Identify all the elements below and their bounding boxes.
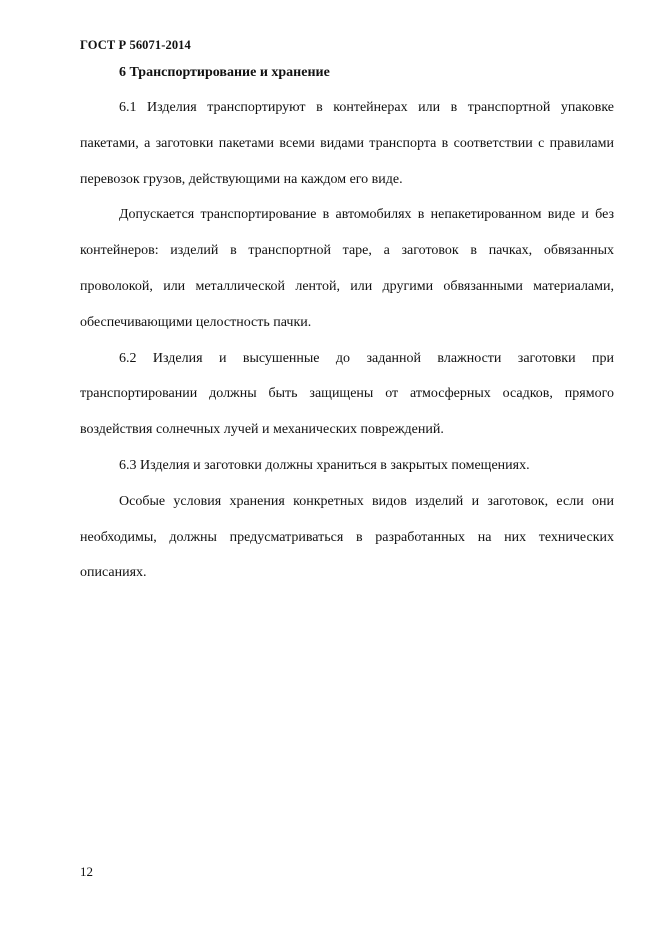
paragraph-6-3: 6.3 Изделия и заготовки должны храниться в закрытых помещениях.	[119, 457, 530, 473]
paragraph-6-1: 6.1 Изделия транспортируют в контейнерах или в транспортной упаковке пакетами, а заготовки пакетами всеми видами транспорта в соответствии с правилами перевозок грузов, действующими на каждом его виде.	[80, 100, 614, 187]
paragraph-storage-conditions: Особые условия хранения конкретных видов изделий и заготовок, если они необходимы, должны предусматриваться в разработанных на них технических описаниях.	[80, 493, 614, 581]
section-body	[80, 90, 614, 591]
standard-code-header: ГОСТ Р 56071-2014	[80, 38, 191, 52]
paragraph-transport-allowance: Допускается транспортирование в автомобилях в непакетированном виде и без контейнеров: изделий в транспортной таре, а заготовок в пачках, обвязанных проволокой, или металлической лентой, или другими обвязанными материалами, обеспечивающими целостность пачки.	[80, 207, 614, 330]
section-heading: 6 Транспортирование и хранение	[119, 65, 330, 80]
paragraph-6-2: 6.2 Изделия и высушенные до заданной влажности заготовки при транспортировании должны быть защищены от атмосферных осадков, прямого воздействия солнечных лучей и механических повреждений.	[80, 350, 614, 438]
page-number: 12	[80, 864, 93, 879]
